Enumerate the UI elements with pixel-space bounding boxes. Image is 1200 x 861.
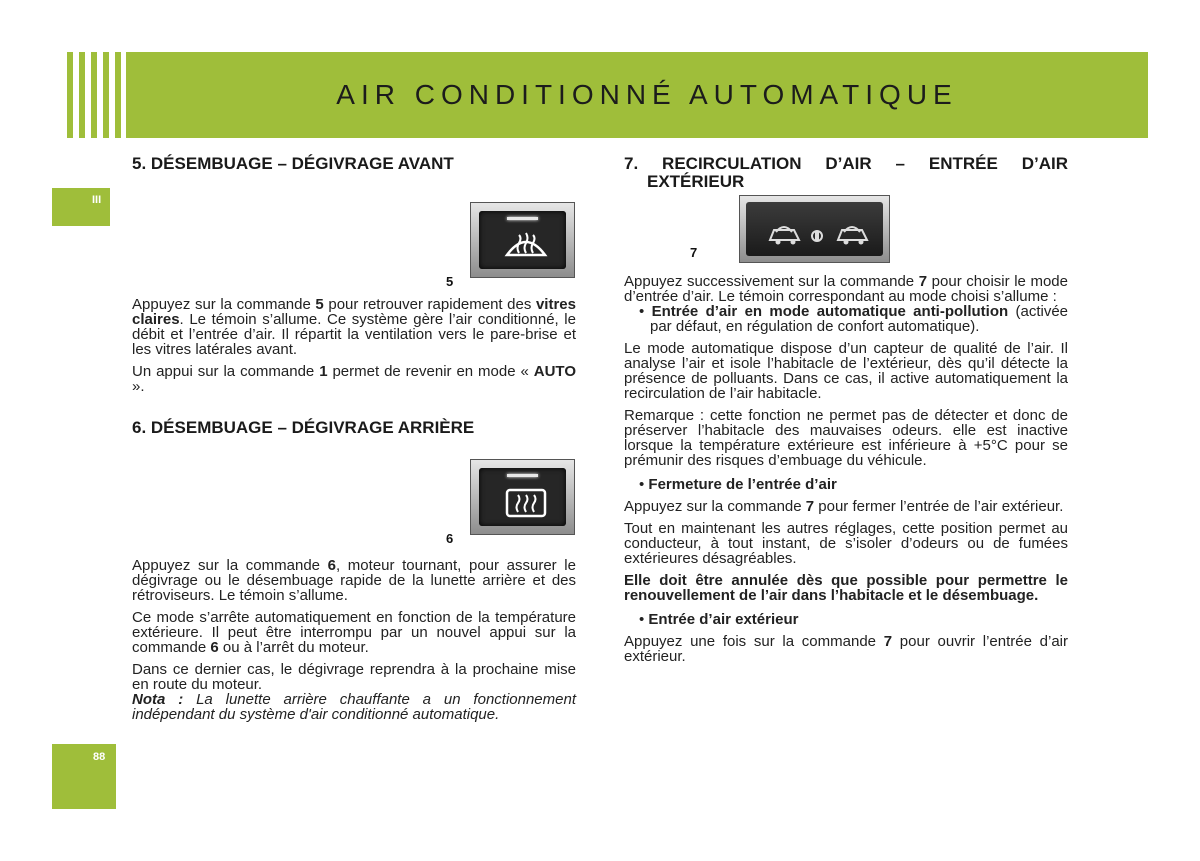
chapter-number: III <box>92 194 102 206</box>
section-7-paragraph-1: Appuyez successivement sur la commande 7 pour choisir le mode d’entrée d’air. Le témoin correspondant au mode choisi s’allume : <box>624 273 1068 305</box>
chapter-tab <box>52 188 110 226</box>
section-6-nota: Nota : La lunette arrière chauffante a un fonctionnement indépendant du système d'air conditionné automatique. <box>132 691 577 723</box>
section-7-title: 7. RECIRCULATION D’AIR – ENTRÉE D’AIR EXTÉRIEUR <box>624 154 1068 191</box>
page-number-tab <box>52 744 116 809</box>
header-banner <box>126 52 1148 138</box>
image-label-5: 5 <box>446 274 454 289</box>
section-6-body <box>132 558 576 722</box>
section-7-bullet-1: • Entrée d’air en mode automatique anti-pollution (activée par défaut, en régulation de confort automatique). <box>639 303 1069 335</box>
section-7-body <box>624 274 1068 664</box>
section-7-paragraph-7: Appuyez une fois sur la commande 7 pour ouvrir l’entrée d’air extérieur. <box>624 633 1068 665</box>
section-7 <box>624 155 1068 191</box>
section-5 <box>132 155 576 173</box>
header-stripes <box>67 52 127 138</box>
section-7-paragraph-6: Elle doit être annulée dès que possible pour permettre le renouvellement de l’air dans l’habitacle et le désembuage. <box>624 572 1068 604</box>
front-defrost-icon <box>501 227 551 267</box>
indicator-led <box>507 474 538 477</box>
section-7-bullet-2: • Fermeture de l’entrée d’air <box>639 476 837 493</box>
image-label-6: 6 <box>446 531 454 546</box>
section-6-paragraph-1: Appuyez sur la commande 6, moteur tournant, pour assurer le dégivrage ou le désembuage rapide de la lunette arrière et des rétroviseurs. Le témoin s’allume. <box>132 557 576 604</box>
section-7-paragraph-2: Le mode automatique dispose d’un capteur de qualité de l’air. Il analyse l’air et isole l’habitacle de l’extérieur, dès qu’il détecte la présence de polluants. Dans ce cas, il active automatiquement la recirculation de l’air habitacle. <box>624 340 1068 402</box>
section-6-paragraph-3: Dans ce dernier cas, le dégivrage reprendra à la prochaine mise en route du moteur. <box>132 661 576 693</box>
section-6 <box>132 419 576 437</box>
section-5-paragraph-1: Appuyez sur la commande 5 pour retrouver rapidement des vitres claires. Le témoin s’allume. Ce système gère l’air conditionné, le débit et l’entrée d’air. Il répartit la ventilation vers le pare-brise et les vitres latérales avant. <box>132 296 576 358</box>
indicator-led <box>507 217 538 220</box>
page-number: 88 <box>93 751 106 763</box>
section-5-title: 5. DÉSEMBUAGE – DÉGIVRAGE AVANT <box>132 154 454 173</box>
section-5-paragraph-2: Un appui sur la commande 1 permet de revenir en mode « AUTO ». <box>132 363 576 395</box>
rear-defrost-button-image <box>470 459 575 535</box>
air-recirculation-button-image <box>739 195 890 263</box>
air-recirculation-icon <box>752 212 882 252</box>
page-title: AIR CONDITIONNÉ AUTOMATIQUE <box>336 79 958 110</box>
front-defrost-button-image <box>470 202 575 278</box>
section-7-bullet-3: • Entrée d’air extérieur <box>639 611 799 628</box>
image-label-7: 7 <box>690 245 698 260</box>
section-7-paragraph-3: Remarque : cette fonction ne permet pas de détecter et donc de préserver l’habitacle des mauvaises odeurs. elle est inactive lorsque la température extérieure est inférieure à +5°C pour se prémunir des risques d’embuage du véhicule. <box>624 407 1068 469</box>
section-6-paragraph-2: Ce mode s’arrête automatiquement en fonction de la température extérieure. Il peut être interrompu par un nouvel appui sur la commande 6 ou à l’arrêt du moteur. <box>132 609 576 656</box>
rear-defrost-icon <box>501 484 551 524</box>
section-7-paragraph-5: Tout en maintenant les autres réglages, cette position permet au conducteur, à tout instant, de s’isoler d’odeurs ou de fumées extérieures désagréables. <box>624 520 1068 567</box>
section-7-paragraph-4: Appuyez sur la commande 7 pour fermer l’entrée de l’air extérieur. <box>624 498 1064 515</box>
section-5-body <box>132 297 576 394</box>
section-6-title: 6. DÉSEMBUAGE – DÉGIVRAGE ARRIÈRE <box>132 418 475 437</box>
